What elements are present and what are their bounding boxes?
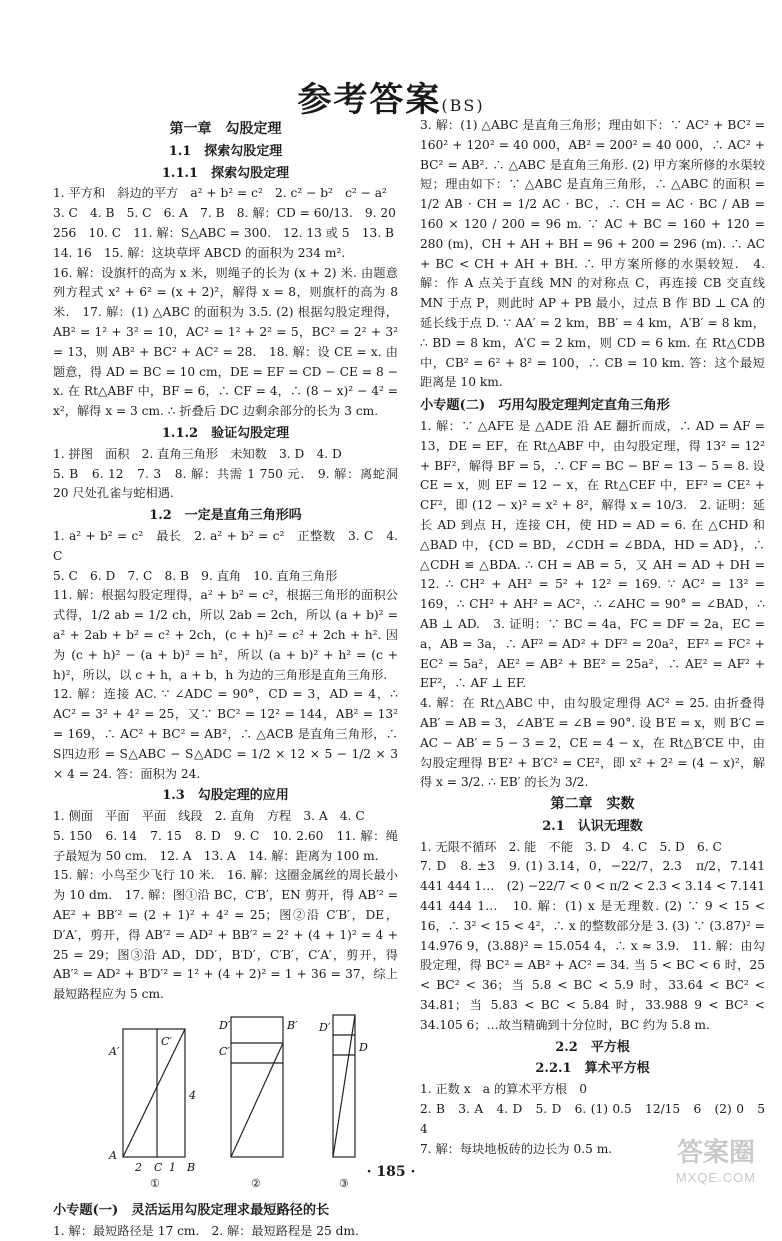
section-heading: 1.3 勾股定理的应用 xyxy=(162,788,289,804)
answer-paragraph: 1. 正数 x a 的算术平方根 0 xyxy=(420,1082,588,1097)
right-column xyxy=(420,116,778,1159)
title-sub: (BS) xyxy=(441,96,485,115)
section-heading: 1.1 探索勾股定理 xyxy=(168,143,283,159)
page-number: · 185 · xyxy=(366,1164,416,1180)
fig-label: A xyxy=(109,1149,117,1163)
section-heading: 1.1.2 验证勾股定理 xyxy=(161,425,290,441)
watermark-url: MXQE.COM xyxy=(675,1170,757,1185)
section-heading: 2.2 平方根 xyxy=(555,1039,630,1055)
page-title xyxy=(0,72,782,121)
answer-paragraph: 14. 16 15. 解：这块草坪 ABCD 的面积为 234 m². xyxy=(53,245,346,260)
left-column xyxy=(53,118,398,1241)
section-heading: 1.2 一定是直角三角形吗 xyxy=(149,508,302,524)
fig-label: B′ xyxy=(287,1019,298,1033)
section-heading: 2.2.1 算术平方根 xyxy=(535,1061,650,1077)
answer-paragraph: 1. 无限不循环 2. 能 不能 3. D 4. C 5. D 6. C xyxy=(420,839,722,854)
answer-paragraph: 1. 拼图 面积 2. 直角三角形 未知数 3. D 4. D xyxy=(53,446,342,461)
fig-label: A′ xyxy=(109,1045,120,1059)
fig-label: D′ xyxy=(319,1021,331,1035)
answer-paragraph: 15. 解：小鸟至少飞行 10 米. 16. 解：这圈金属丝的周长最小为 10 dm. 17. 解：图①沿 BC，C′B′，EN 剪开，得 AB′² = AE² + BB′² = (2 + 1)² + 4² = 25；图②沿 C′B′，DE，D′A′，剪开，得 AB′² = AD² + BB′² = 2² + (4 + 1)² = 4 + 25 = 29；图③沿 AD，DD′，B′D′，C′B′，C′A′，剪开，得 AB′² = AD² + B′D′² = 1² + (4 + 2)² = 1 + 36 = 37，综上最短路程应为 5 cm. xyxy=(53,868,398,1002)
answer-paragraph: 5. C 6. D 7. C 8. B 9. 直角 10. 直角三角形 xyxy=(53,568,338,583)
section-heading: 2.1 认识无理数 xyxy=(542,818,643,834)
answer-paragraph: 5. 150 6. 14 7. 15 8. D 9. C 10. 2.60 11. 解：绳子最短为 50 cm. 12. A 13. A 14. 解：距离为 100 m. xyxy=(53,828,398,863)
unfolding-figure xyxy=(53,1009,398,1189)
fig-label: 4 xyxy=(189,1089,196,1103)
answer-paragraph: 2. B 3. A 4. D 5. D 6. (1) 0.5 12/15 6 (2) 0 5 4 xyxy=(420,1102,778,1136)
answer-paragraph: 11. 解：根据勾股定理得，a² + b² = c²，根据三角形的面积公式得，1/2 ab = 1/2 ch，所以 2ab = 2ch，所以 (a + b)² = a² + 2ab + b² = c² + 2ch，(c + h)² = c² + 2ch + h². 因为 (c + h)² − (a + b)² = h²，所以 (a + b)² + h² = (c + h)²，所以，以 c + h，a + b，h 为边的三角形是直角三角形. xyxy=(53,588,398,682)
fig-label: C′ xyxy=(161,1035,172,1049)
watermark-logo xyxy=(656,1136,776,1196)
answer-paragraph: 3. 解：(1) △ABC 是直角三角形；理由如下：∵ AC² + BC² = 160² + 120² = 40 000，AB² = 200² = 40 000，∴ AC² + BC² = AB². ∴ △ABC 是直角三角形. (2) 甲方案所修的水渠较短；理由如下：∵ △ABC 是直角三角形，∴ △ABC 的面积 = 1/2 AB · CH = 1/2 AC · BC，∴ CH = AC · BC / AB = 160 × 120 / 200 = 96 m. ∵ AC + BC = 160 + 120 = 280 (m)，CH + AH + BH = 96 + 200 = 296 (m). ∴ AC + BC < CH + AH + BH. ∴ 甲方案所修的水渠较短. 4. 解：作 A 点关于直线 MN 的对称点 C，再连接 CB 交直线 MN 于点 P，则此时 AP + PB 最小，过点 B 作 BD ⊥ CA 的延长线于点 D. ∵ AA′ = 2 km，BB′ = 4 km，A′B′ = 8 km，∴ BD = 8 km，A′C = 2 km，则 CD = 6 km. 在 Rt△CDB 中，CB² = 6² + 8² = 100，∴ CB = 10 km. 答：这个最短距离是 10 km. xyxy=(420,118,765,390)
answer-paragraph: 1. a² + b² = c² 最长 2. a² + b² = c² 正整数 3. C 4. C xyxy=(53,528,398,563)
section-heading: 1.1.1 探索勾股定理 xyxy=(161,165,290,181)
answer-paragraph: 1. 解：∵ △AFE 是 △ADE 沿 AE 翻折而成，∴ AD = AF = 13，DE = EF，在 Rt△ABF 中，由勾股定理，得 13² = 12² + BF²，解得 BF = 5，∴ CF = BC − BF = 13 − 5 = 8. 设 CE = x，则 EF = 12 − x，在 Rt△CEF 中，EF² = CE² + CF²，即 (12 − x)² = x² + 8²，解得 x = 10/3. 2. 证明：延长 AD 到点 H，连接 CH，使 HD = AD = 6. 在 △CHD 和 △BAD 中，{CD = BD，∠CDH = ∠BDA，HD = AD}，∴ △CDH ≌ △BDA. ∴ CH = AB = 5，又 AH = AD + DH = 12. ∴ CH² + AH² = 5² + 12² = 169. ∵ AC² = 13² = 169，∴ CH² + AH² = AC²，∴ ∠AHC = 90° = ∠BAD，∴ AB ⊥ AD. 3. 证明：∵ BC = 4a，FC = DF = 2a，EC = a，AB = 3a，∴ AF² = AD² + DF² = 20a²，EF² = FC² + EC² = 5a²，AE² = AB² + BE² = 25a²，∴ AE² = AF² + EF²，∴ AF ⊥ EF. xyxy=(420,418,765,691)
answer-paragraph: 1. 侧面 平面 平面 线段 2. 直角 方程 3. A 4. C xyxy=(53,809,365,824)
fig-label: C′ xyxy=(219,1045,230,1059)
section-heading: 第一章 勾股定理 xyxy=(169,121,282,137)
answer-paragraph: 12. 解：连接 AC. ∵ ∠ADC = 90°，CD = 3，AD = 4，∴ AC² = 3² + 4² = 25，又∵ BC² = 12² = 144，AB² = 13² = 169，∴ AC² + BC² = AB²，∴ △ACB 是直角三角形，∴ S四边形 = S△ABC − S△ADC = 1/2 × 12 × 5 − 1/2 × 3 × 4 = 24. 答：面积为 24. xyxy=(53,687,398,781)
answer-paragraph: 3. C 4. B 5. C 6. A 7. B 8. 解：CD = 60/13. 9. 20 xyxy=(53,206,396,221)
answer-paragraph: 4. 解：在 Rt△ABC 中，由勾股定理得 AC² = 25. 由折叠得 AB′ = AB = 3，∠AB′E = ∠B = 90°. 设 B′E = x，则 B′C = AC − AB′ = 5 − 3 = 2，CE = 4 − x，在 Rt△B′CE 中，由勾股定理得 B′E² + B′C² = CE²，即 x² + 2² = (4 − x)²，解得 x = 3/2. ∴ EB′ 的长为 3/2. xyxy=(420,696,765,790)
title-main: 参考答案 xyxy=(297,80,442,120)
answer-paragraph: 1. 平方和 斜边的平方 a² + b² = c² 2. c² − b² c² − a² xyxy=(53,186,387,201)
special-topic-heading: 小专题(二) 巧用勾股定理判定直角三角形 xyxy=(420,398,670,414)
answer-paragraph: 5. B 6. 12 7. 3 8. 解：共需 1 750 元. 9. 解：离蛇洞 20 尺处孔雀与蛇相遇. xyxy=(53,466,398,501)
answer-paragraph: 7. 解：每块地板砖的边长为 0.5 m. xyxy=(420,1141,613,1156)
section-heading: 第二章 实数 xyxy=(550,796,635,813)
fig-label: 1 xyxy=(169,1161,176,1175)
fig-label: D xyxy=(359,1041,368,1055)
special-topic-heading: 小专题(一) 灵活运用勾股定理求最短路径的长 xyxy=(53,1202,330,1218)
answer-paragraph: 256 10. C 11. 解：S△ABC = 300. 12. 13 或 5 13. B xyxy=(53,225,395,240)
fig-caption: ② xyxy=(251,1177,261,1190)
answer-paragraph: 16. 解：设旗杆的高为 x 米，则绳子的长为 (x + 2) 米. 由题意列方程式 x² + 6² = (x + 2)²，解得 x = 8，则旗杆的高为 8 米. 17. 解：(1) △ABC 的面积为 3.5. (2) 根据勾股定理得，AB² = 1² + 3² = 10，AC² = 1² + 2² = 5，BC² = 2² + 3² = 13，则 AB² + BC² + AC² = 28. 18. 解：设 CE = x. 由题意，得 AD = BC = 10 cm，DE = EF = CD − CE = 8 − x. 在 Rt△ABF 中，BF = 6，∴ CF = 4，∴ (8 − x)² − 4² = x²，解得 x = 3 cm. ∴ 折叠后 DC 边剩余部分的长为 3 cm. xyxy=(53,265,398,419)
fig-label: B xyxy=(187,1161,196,1175)
fig-label: 2 xyxy=(135,1161,142,1175)
fig-caption: ① xyxy=(150,1177,160,1190)
answer-paragraph: 1. 解：最短路径是 17 cm. 2. 解：最短路程是 25 dm. xyxy=(53,1223,359,1238)
answer-paragraph: 7. D 8. ±3 9. (1) 3.14，0，−22/7，2.3 π/2，7.141 441 444 1… (2) −22/7 < 0 < π/2 < 2.3 < 3.14 < 7.141 441 444 1… 10. 解：(1) x 是无理数. (2) ∵ 9 < 15 < 16，∴ 3² < 15 < 4²，∴ x 的整数部分是 3. (3) ∵ (3.87)² = 14.976 9，(3.88)² = 15.054 4，∴ x ≈ 3.9. 11. 解：由勾股定理，得 BC² = AB² + AC² = 34. 当 5 < BC < 6 时，25 < BC² < 36；当 5.8 < BC < 5.9 时，33.64 < BC² < 34.81；当 5.83 < BC < 5.84 时，33.988 9 < BC² < 34.105 6；…故当精确到十分位时，BC 约为 5.8 m. xyxy=(420,859,765,1032)
watermark-text: 答案圈 xyxy=(676,1138,755,1168)
fig-label: C xyxy=(154,1161,163,1175)
fig-label: D′ xyxy=(219,1019,231,1033)
fig-caption: ③ xyxy=(339,1177,349,1190)
